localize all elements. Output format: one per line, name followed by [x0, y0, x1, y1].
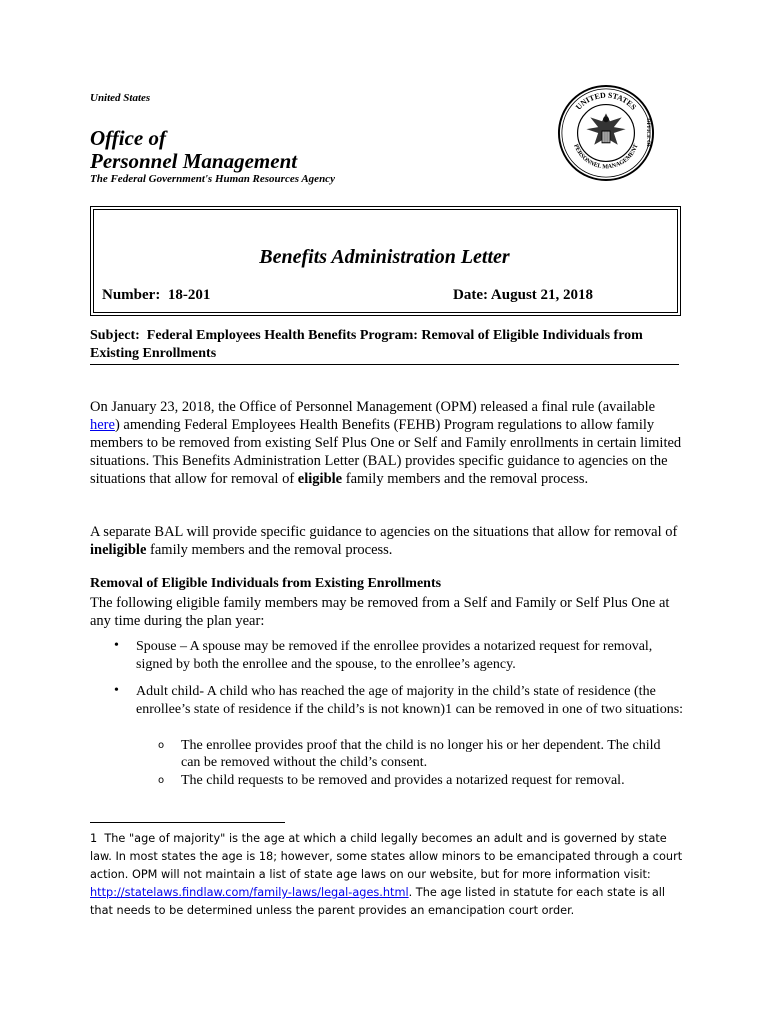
- agency-tagline: The Federal Government's Human Resources Agency: [90, 173, 335, 185]
- separate-bal-paragraph: [90, 523, 682, 559]
- letter-date: [453, 287, 593, 304]
- footnote-separator: [90, 822, 285, 823]
- sub-bullet-glyph-2: o: [158, 775, 165, 786]
- p2-text-start: A separate BAL will provide specific guidance to agencies on the situations that allow for removal of: [90, 524, 678, 540]
- bullet-spouse: Spouse – A spouse may be removed if the enrollee provides a notarized request for removal, signed by both the enrollee and the spouse, to the enrollee’s agency.: [136, 639, 653, 672]
- number-label: Number:: [102, 287, 161, 303]
- findlaw-link[interactable]: http://statelaws.findlaw.com/family-laws/legal-ages.html: [90, 886, 409, 899]
- number-value: 18-201: [167, 287, 211, 303]
- letter-number: [102, 287, 210, 304]
- footnote-text-start: The "age of majority" is the age at which a child legally becomes an adult and is governed by state law. In most states the age is 18; however, some states allow minors to be emancipated through a court action. OPM will not maintain a list of state age laws on our website, but for more information visit:: [90, 832, 683, 881]
- date-label: Date:: [453, 287, 488, 303]
- office-title-line2: Personnel Management: [90, 149, 298, 173]
- footnote-ref: 1: [445, 702, 453, 717]
- sub-item-request: The child requests to be removed and provides a notarized request for removal.: [181, 773, 625, 788]
- bal-title: Benefits Administration Letter: [259, 246, 510, 268]
- section-heading: Removal of Eligible Individuals from Existing Enrollments: [90, 576, 442, 591]
- seal-text-bottom: PERSONNEL MANAGEMENT: [572, 143, 640, 171]
- seal-text-right: OFFICE OF: [645, 118, 652, 148]
- bullet-glyph-1: •: [114, 638, 119, 653]
- adult-child-text-start: Adult child- A child who has reached the age of majority in the child’s state of residence (the enrollee’s state of residence if the child’s is not known): [136, 684, 656, 717]
- seal-text-top: UNITED STATES: [573, 90, 639, 112]
- svg-text:UNITED STATES: [574, 91, 639, 112]
- final-rule-link[interactable]: here: [90, 417, 115, 433]
- p2-text-end: family members and the removal process.: [146, 542, 393, 558]
- sub-item-proof: The enrollee provides proof that the child is no longer his or her dependent. The child can be removed without the child’s consent.: [181, 738, 661, 770]
- sub-bullet-glyph-1: o: [158, 740, 165, 751]
- intro-paragraph: [90, 398, 682, 488]
- footnote-text-end: . The age listed in statute for each state is all that needs to be determined unless the parent provides an emancipation court order.: [90, 886, 666, 917]
- p1-bold-eligible: eligible: [297, 471, 343, 487]
- p1-text-start: On January 23, 2018, the Office of Personnel Management (OPM) released a final rule (available: [90, 399, 656, 415]
- footnote-number: 1: [90, 832, 98, 845]
- office-title-line1: Office of: [90, 126, 166, 150]
- subject-label: Subject:: [90, 328, 140, 343]
- p1-text-middle: ) amending Federal Employees Health Benefits (FEHB) Program regulations to allow family members to be removed from existing Self Plus One or Self and Family enrollments in certain limited situations. This Benefits Administration Letter (BAL) provides specific guidance to agencies on the situations that allow for removal of: [90, 417, 682, 487]
- bullet-glyph-2: •: [114, 683, 119, 698]
- header-country: United States: [90, 92, 151, 104]
- office-title: [90, 127, 297, 173]
- subject-line: [90, 327, 680, 363]
- section-intro: The following eligible family members may be removed from a Self and Family or Self Plus One at any time during the plan year:: [90, 595, 670, 629]
- svg-text:PERSONNEL MANAGEMENT: [572, 144, 639, 171]
- subject-text: Federal Employees Health Benefits Program: Removal of Eligible Individuals from Existing Enrollments: [90, 328, 643, 361]
- p2-bold-ineligible: ineligible: [90, 542, 147, 558]
- footnote: [90, 830, 690, 920]
- bullet-adult-child: [136, 683, 684, 719]
- p1-text-end: family members and the removal process.: [342, 471, 589, 487]
- adult-child-text-end: can be removed in one of two situations:: [452, 702, 684, 717]
- subject-divider: [90, 364, 679, 365]
- date-value: August 21, 2018: [490, 287, 594, 303]
- opm-seal-logo: [557, 84, 655, 182]
